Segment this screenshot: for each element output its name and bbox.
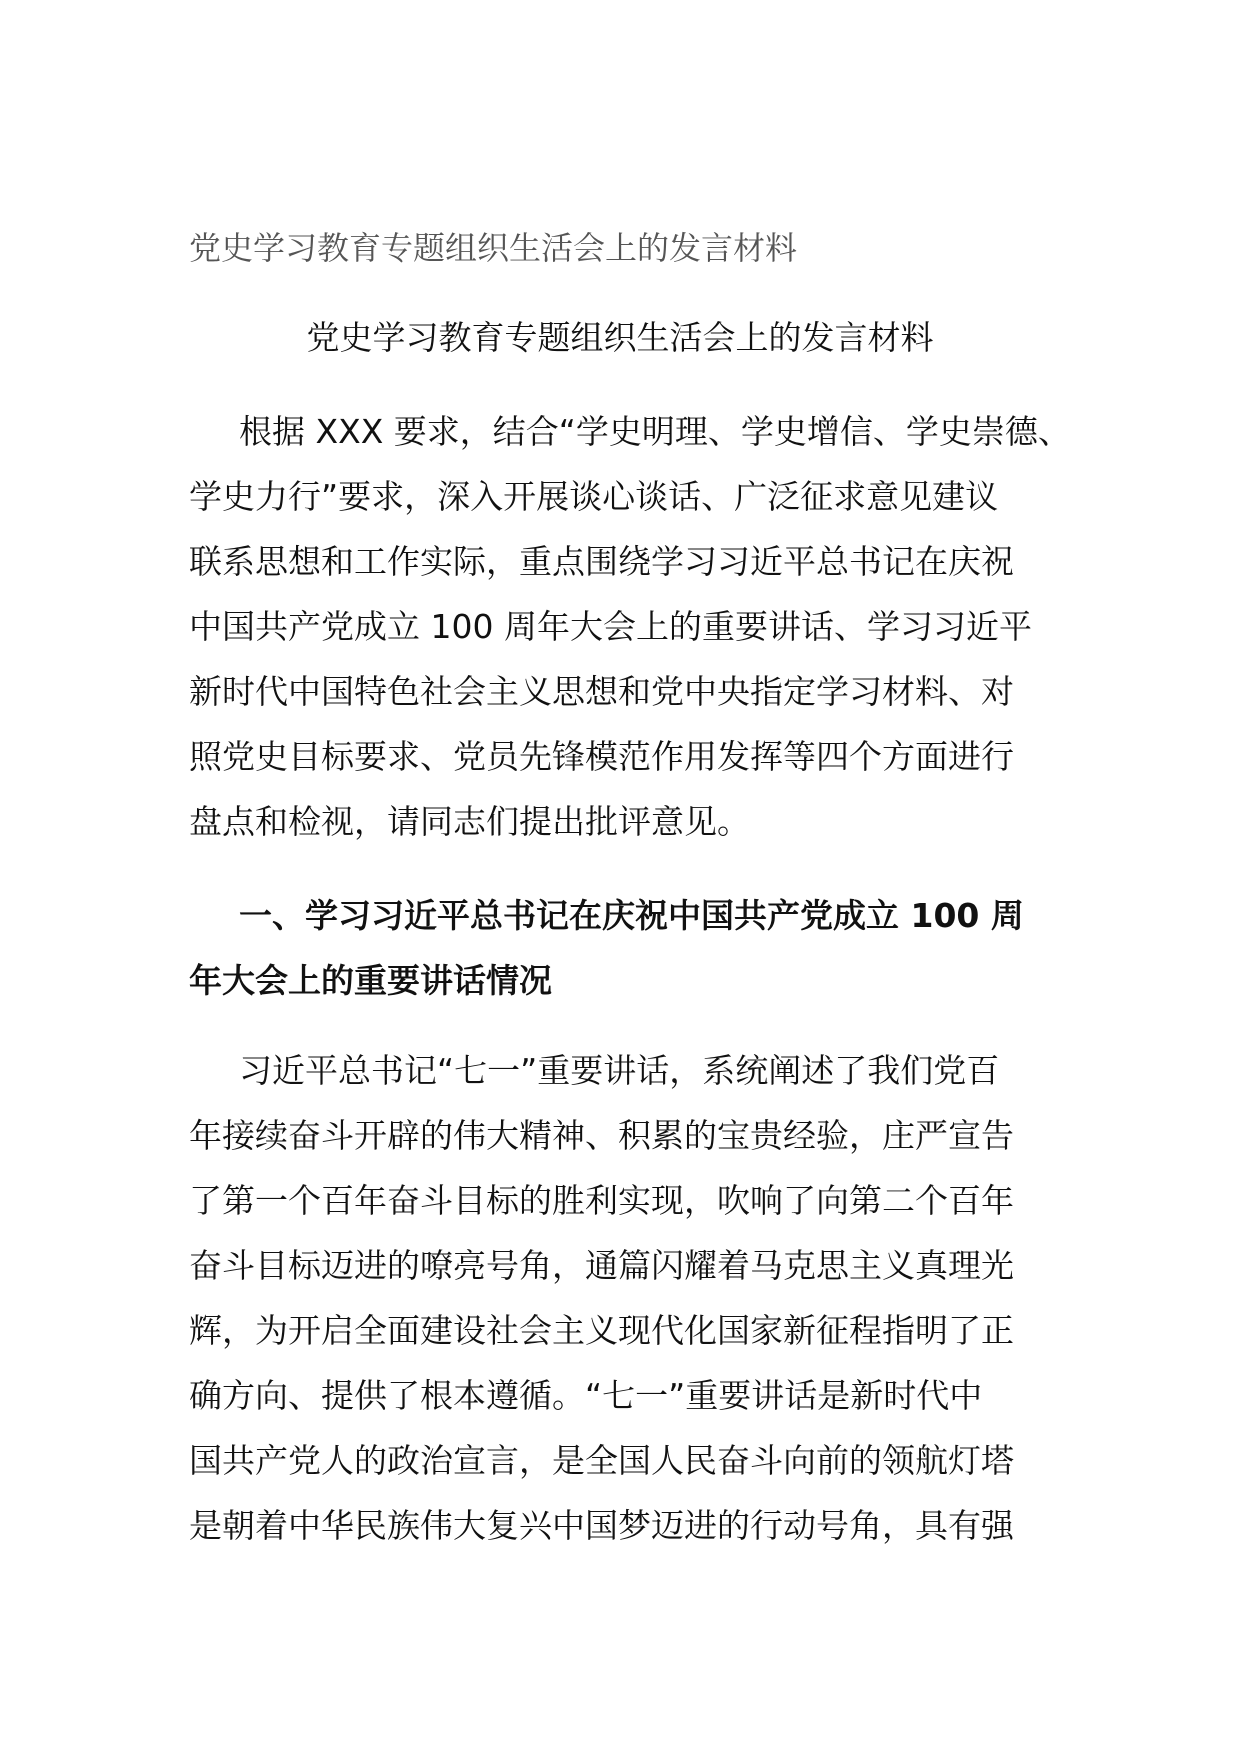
paragraph-line: 中国共产党成立 100 周年大会上的重要讲话、学习习近平 [189, 607, 1032, 646]
paragraph-line: 了第一个百年奋斗目标的胜利实现，吹响了向第二个百年 [189, 1181, 1014, 1220]
heading-line: 一、学习习近平总书记在庆祝中国共产党成立 100 周 [239, 896, 1024, 935]
paragraph-line: 辉，为开启全面建设社会主义现代化国家新征程指明了正 [189, 1311, 1014, 1350]
paragraph-line: 联系思想和工作实际，重点围绕学习习近平总书记在庆祝 [189, 542, 1014, 581]
document-file-title: 党史学习教育专题组织生活会上的发言材料 [189, 229, 798, 267]
paragraph-line: 是朝着中华民族伟大复兴中国梦迈进的行动号角，具有强 [189, 1506, 1014, 1545]
section-heading-1 [189, 883, 1069, 1013]
paragraph-line: 新时代中国特色社会主义思想和党中央指定学习材料、对 [189, 672, 1014, 711]
paragraph-line: 学史力行”要求，深入开展谈心谈话、广泛征求意见建议 [189, 477, 999, 516]
document-heading: 党史学习教育专题组织生活会上的发言材料 [306, 318, 934, 357]
paragraph-line: 奋斗目标迈进的嘹亮号角，通篇闪耀着马克思主义真理光 [189, 1246, 1014, 1285]
paragraph-line: 国共产党人的政治宣言，是全国人民奋斗向前的领航灯塔 [189, 1441, 1014, 1480]
paragraph-line: 照党史目标要求、党员先锋模范作用发挥等四个方面进行 [189, 737, 1014, 776]
intro-paragraph [189, 399, 1069, 854]
paragraph-line: 盘点和检视，请同志们提出批评意见。 [189, 802, 750, 841]
heading-line: 年大会上的重要讲话情况 [189, 961, 552, 1000]
paragraph-line: 确方向、提供了根本遵循。“七一”重要讲话是新时代中 [189, 1376, 983, 1415]
paragraph-line: 年接续奋斗开辟的伟大精神、积累的宝贵经验，庄严宣告 [189, 1116, 1014, 1155]
paragraph-line: 习近平总书记“七一”重要讲话，系统阐述了我们党百 [239, 1051, 1000, 1090]
section-1-paragraph [189, 1038, 1069, 1558]
paragraph-line: 根据 XXX 要求，结合“学史明理、学史增信、学史崇德、 [239, 412, 1071, 451]
